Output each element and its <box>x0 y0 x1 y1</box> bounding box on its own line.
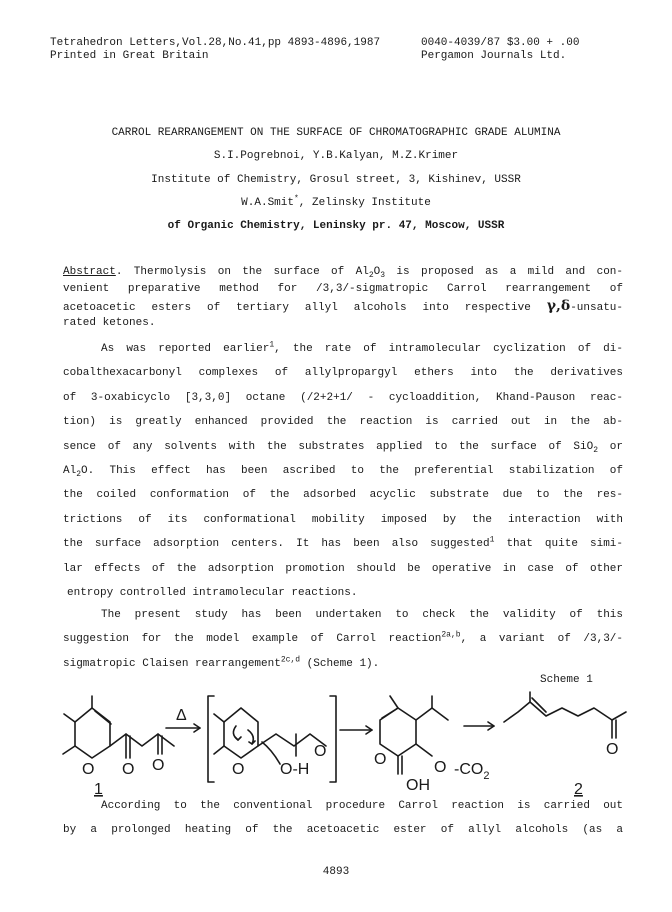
scheme-label: Scheme 1 <box>540 674 593 686</box>
reference-2ab: 2a,b <box>441 630 461 640</box>
price-code: 0040-4039/87 $3.00 + .00 <box>421 37 580 49</box>
reference-2cd: 2c,d <box>280 655 301 665</box>
oh-h-label: O-H <box>280 761 310 778</box>
co2-label: $-CO_2$ <box>454 761 490 782</box>
o-label-2: O <box>122 761 135 778</box>
affiliation-2: of Organic Chemistry, Leninsky pr. 47, Moscow, USSR <box>167 220 505 232</box>
paragraph-1: As was reported earlier$^1$, the rate of intramolecular cyclization of di- cobalthexacarbonyl complexes of allylpropargyl ethers into the derivatives of 3-oxabicyclo [3,3,0] octane (/2+2+1/ - cycloaddition, Khand-Pauson reac- tion) is greatly enhanced provided the reaction is carried out in the ab- sence of any solvents with the substrates applied to the surface of SiO$_2$ or $Al_2O$. This effect has been ascribed to the preferential stabilization of the coiled conformation of the adsorbed acyclic substrate due to the res- trictions of its conformational mobility imposed by the interaction with the surface adsorption centers. It has been also suggested$^1$ that quite simi- lar effects of the adsorption promotion should be operative in case of other entropy controlled intramolecular reactions. <box>63 340 623 599</box>
transition-state-bracket <box>208 696 214 782</box>
authors-line-1: S.I.Pogrebnoi, Y.B.Kalyan, M.Z.Krimer <box>213 150 459 162</box>
printed-in: Printed in Great Britain <box>50 50 209 62</box>
compound-1-bonds <box>75 708 110 758</box>
paper-title: CARROL REARRANGEMENT ON THE SURFACE OF CHROMATOGRAPHIC GRADE ALUMINA <box>111 127 561 139</box>
o-label-1: O <box>82 761 95 778</box>
paragraph-2: The present study has been undertaken to check the validity of this suggestion for the model example of Carrol reaction$^{2a,b}$, a variant of /3,3/- sigmatropic Claisen rearrangement$^{2c,d}$ (Scheme 1). <box>63 609 624 670</box>
o-label-3: O <box>152 757 165 774</box>
o-label-6: O <box>374 751 387 768</box>
o-label-5: O <box>314 743 327 760</box>
o-label-7: O <box>434 759 447 776</box>
corresponding-author-mark: * <box>293 194 299 204</box>
publisher: Pergamon Journals Ltd. <box>421 50 567 62</box>
compound-1-number: 1 <box>94 781 103 798</box>
page-number: 4893 <box>322 866 350 878</box>
delta-label: Δ <box>176 707 187 724</box>
compound-2-number: 2 <box>574 781 583 798</box>
reference-1b: 1 <box>489 535 495 545</box>
scheme-1-diagram <box>0 690 672 800</box>
compound-2-bonds <box>504 702 612 722</box>
affiliation-1: Institute of Chemistry, Grosul street, 3, Kishinev, USSR <box>151 174 521 186</box>
transition-state-bonds <box>224 708 258 758</box>
paragraph-3: According to the conventional procedure Carrol reaction is carried out by a prolonged heating of the acetoacetic ester of allyl alcohols (as a <box>63 800 623 837</box>
journal-citation: Tetrahedron Letters,Vol.28,No.41,pp 4893-4896,1987 <box>50 37 381 49</box>
o-label-8: O <box>606 741 619 758</box>
abstract-label: Abstract <box>63 266 116 278</box>
gamma-delta-symbol: γ,δ <box>546 298 571 314</box>
abstract: Abstract. Thermolysis on the surface of $Al_2O_3$ is proposed as a mild and con- venient preparative method for /3,3/-sigmatropic Carrol rearrangement of acetoacetic esters of tertiary allyl alcohols into respective γ,δ-unsatu- rated ketones. <box>63 266 623 329</box>
o-label-4: O <box>232 761 245 778</box>
reference-1: 1 <box>269 340 275 350</box>
oh-label: OH <box>406 777 430 794</box>
authors-line-2: W.A.Smit*, Zelinsky Institute <box>241 194 431 209</box>
